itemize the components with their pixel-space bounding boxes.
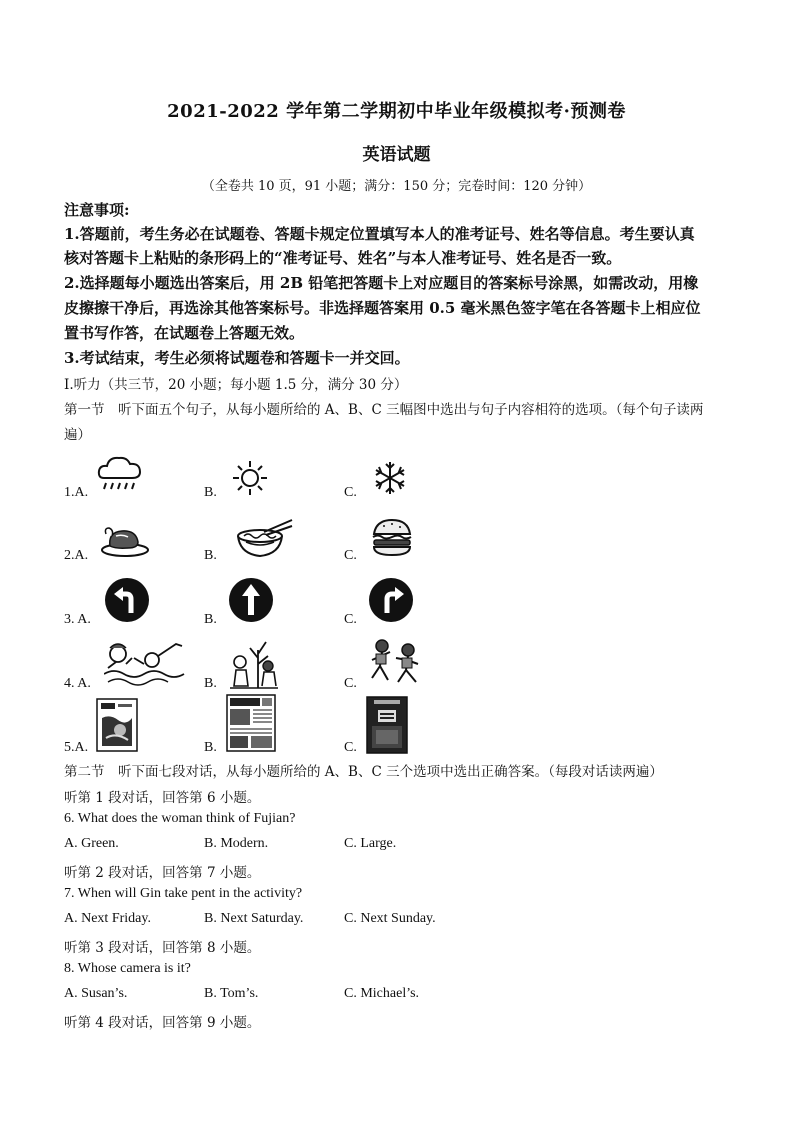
q5-label: 5.A. [64,740,89,755]
notes-heading: 注意事项: [64,201,130,219]
book-cover-icon [366,696,408,754]
planting-tree-icon [228,636,278,690]
q6-option-a: A. Green. [64,836,119,851]
question-8: 8. Whose camera is it? [64,961,191,976]
exam-subject: 英语试题 [362,145,431,165]
q8-option-b: B. Tom’s. [204,986,259,1001]
question-7: 7. When will Gin take pent in the activity? [64,886,303,901]
notes-line: 皮擦擦干净后，再选涂其他答案标号。非选择题答案用 0.5 毫米黑色签字笔在各答题卡上相应位 [64,299,701,317]
q4-option-b: B. [204,676,217,691]
turn-left-sign-icon [104,577,150,623]
section1-instructions: 第一节 听下面五个句子，从每小题所给的 A、B、C 三幅图中选出与句子内容相符的选项。（每个句子读两 [64,402,704,418]
listening-part-title: Ⅰ.听力（共三节，20 小题；每小题 1.5 分，满分 30 分） [64,377,408,393]
q3-option-c: C. [344,612,357,627]
notes-line: 置书写作答，在试题卷上答题无效。 [64,324,305,342]
q7-option-b: B. Next Saturday. [204,911,304,926]
rain-cloud-icon [96,452,144,496]
running-kids-icon [368,636,424,688]
notes-line: 1.答题前，考生务必在试题卷、答题卡规定位置填写本人的准考证号、姓名等信息。考生要认真 [64,225,695,243]
notes-line: 2.选择题每小题选出答案后，用 2B 铅笔把答题卡上对应题目的答案标号涂黑，如需改动，用橡 [64,274,699,292]
noodle-bowl-icon [234,518,294,560]
go-straight-sign-icon [228,577,274,623]
sun-icon [232,460,268,496]
roast-chicken-icon [100,522,150,558]
q6-option-b: B. Modern. [204,836,269,851]
newspaper-icon [226,694,276,752]
q2-option-b: B. [204,548,217,563]
q8-option-a: A. Susan’s. [64,986,128,1001]
notes-line: 核对答题卡上粘贴的条形码上的“准考证号、姓名”与本人准考证号、姓名是否一致。 [64,249,622,267]
exam-title: 2021-2022 学年第二学期初中毕业年级模拟考·预测卷 [167,101,626,122]
dialogue-intro: 听第 1 段对话，回答第 6 小题。 [64,790,261,806]
q2-label: 2.A. [64,548,89,563]
q7-option-c: C. Next Sunday. [344,911,436,926]
q7-option-a: A. Next Friday. [64,911,151,926]
question-6: 6. What does the woman think of Fujian? [64,811,296,826]
burger-icon [370,518,414,558]
section1-instructions-cont: 遍） [64,427,91,443]
q1-option-c: C. [344,485,357,500]
dialogue-intro: 听第 3 段对话，回答第 8 小题。 [64,940,261,956]
q2-option-c: C. [344,548,357,563]
q8-option-c: C. Michael’s. [344,986,420,1001]
q5-option-c: C. [344,740,357,755]
q4-label: 4. A. [64,676,91,691]
q5-option-b: B. [204,740,217,755]
exam-info: （全卷共 10 页，91 小题；满分：150 分；完卷时间：120 分钟） [201,179,592,194]
q3-label: 3. A. [64,612,91,627]
swimming-kids-icon [104,638,186,688]
dialogue-intro: 听第 2 段对话，回答第 7 小题。 [64,865,261,881]
turn-right-sign-icon [368,577,414,623]
q6-option-c: C. Large. [344,836,397,851]
q3-option-b: B. [204,612,217,627]
section2-instructions: 第二节 听下面七段对话，从每小题所给的 A、B、C 三个选项中选出正确答案。（每段对话读两遍） [64,764,663,780]
q1-option-b: B. [204,485,217,500]
notes-line: 3.考试结束，考生必须将试题卷和答题卡一并交回。 [64,349,410,367]
dialogue-intro: 听第 4 段对话，回答第 9 小题。 [64,1015,261,1031]
q4-option-c: C. [344,676,357,691]
magazine-cover-icon [96,698,138,752]
q1-label: 1.A. [64,485,89,500]
snowflake-icon [372,460,408,496]
